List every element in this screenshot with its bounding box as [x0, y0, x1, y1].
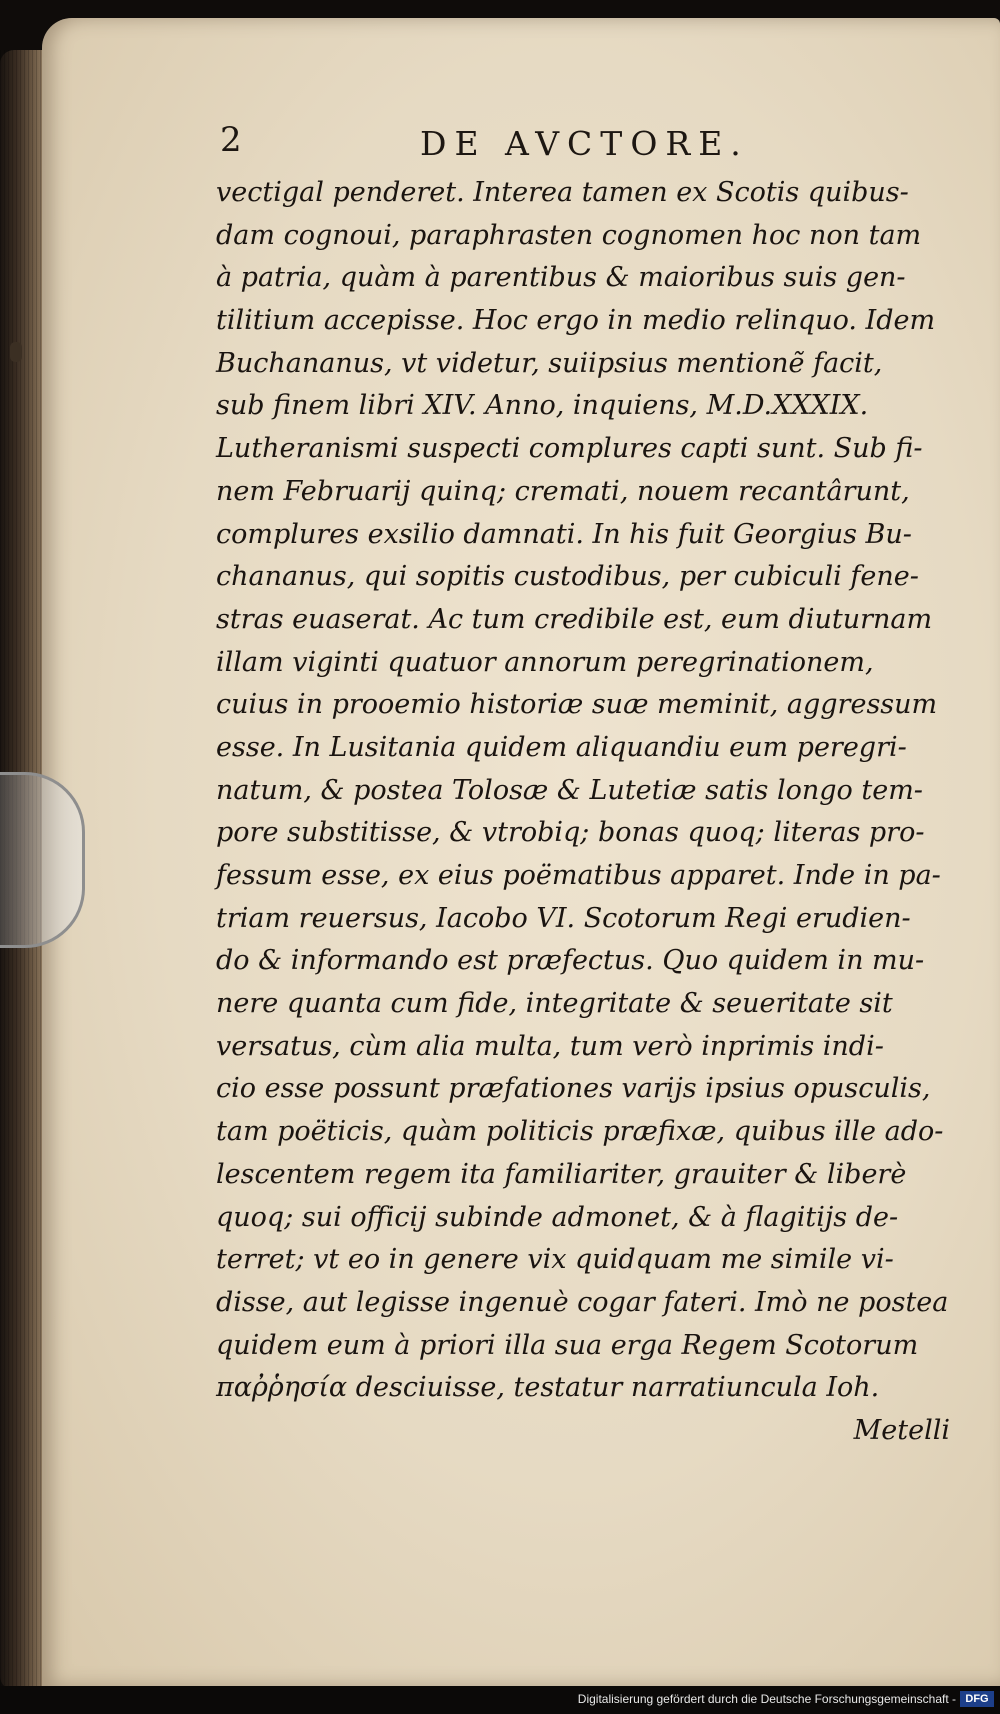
page-clip	[0, 772, 85, 948]
text-line: stras euaserat. Ac tum credibile est, eum diuturnam	[216, 603, 933, 635]
running-title: DE AVCTORE.	[420, 124, 749, 163]
funding-credit: Digitalisierung gefördert durch die Deutsche Forschungsgemeinschaft -	[577, 1692, 956, 1706]
text-line: sub finem libri XIV. Anno, inquiens, M.D.XXXIX.	[216, 390, 869, 422]
text-line: vectigal penderet. Interea tamen ex Scotis quibus-	[216, 177, 909, 208]
text-line: complures exsilio damnati. In his fuit Georgius Bu-	[216, 518, 912, 550]
text-line: cio esse possunt præfationes varijs ipsius opusculis,	[216, 1073, 931, 1105]
text-line: nere quanta cum fide, integritate & seueritate sit	[216, 988, 893, 1020]
text-line: cuius in prooemio historiæ suæ meminit, aggressum	[216, 689, 938, 721]
text-line: quidem eum à priori illa sua erga Regem Scotorum	[216, 1329, 919, 1361]
text-line: tilitium accepisse. Hoc ergo in medio relinquo. Idem	[216, 305, 936, 337]
text-line: fessum esse, ex eius poëmatibus apparet. Inde in pa-	[216, 860, 941, 891]
text-line: chananus, qui sopitis custodibus, per cubiculi fene-	[216, 561, 919, 593]
text-line: natum, & postea Tolosæ & Lutetiæ satis longo tem-	[216, 774, 923, 806]
text-line: pore substitisse, & vtrobiq; bonas quoq; literas pro-	[216, 817, 925, 849]
text-line: παῤῥησία desciuisse, testatur narratiuncula Ioh.	[216, 1372, 880, 1404]
text-line: terret; vt eo in genere vix quidquam me simile vi-	[216, 1244, 894, 1276]
text-line: disse, aut legisse ingenuè cogar fateri. Imò ne postea	[216, 1286, 949, 1318]
text-line: tam poëticis, quàm politicis præfixæ, quibus ille ado-	[216, 1116, 944, 1148]
page-edge-marker	[10, 342, 22, 362]
catchword: Metelli	[853, 1414, 950, 1446]
page-header	[220, 120, 980, 164]
digitization-footer	[0, 1686, 1000, 1714]
text-line: Buchananus, vt videtur, suiipsius mentionẽ facit,	[216, 347, 883, 379]
text-line: triam reuersus, Iacobo VI. Scotorum Regi erudien-	[216, 902, 911, 934]
text-line: à patria, quàm à parentibus & maioribus suis gen-	[216, 262, 906, 294]
dfg-logo: DFG	[960, 1691, 994, 1707]
text-line: dam cognoui, paraphrasten cognomen hoc non tam	[216, 219, 922, 251]
text-line: versatus, cùm alia multa, tum verò inprimis indi-	[216, 1030, 884, 1062]
text-line: illam viginti quatuor annorum peregrinationem,	[216, 646, 874, 678]
text-line: Lutheranismi suspecti complures capti sunt. Sub fi-	[216, 433, 923, 465]
page-number: 2	[220, 120, 242, 160]
body-text	[216, 172, 976, 1453]
text-line: esse. In Lusitania quidem aliquandiu eum peregri-	[216, 731, 907, 763]
text-line: nem Februarij quinq; cremati, nouem recantârunt,	[216, 475, 910, 507]
text-line: quoq; sui officij subinde admonet, & à flagitijs de-	[216, 1201, 899, 1233]
text-line: lescentem regem ita familiariter, grauiter & liberè	[216, 1158, 907, 1190]
text-line: do & informando est præfectus. Quo quidem in mu-	[216, 945, 925, 977]
